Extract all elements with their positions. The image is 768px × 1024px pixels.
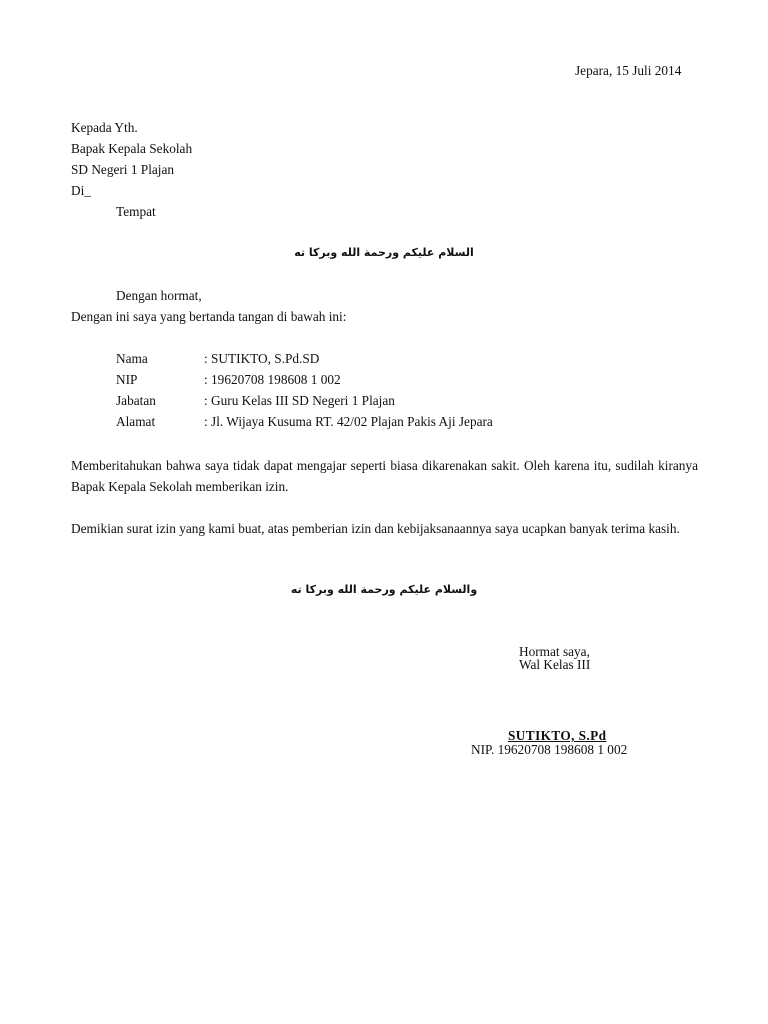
arabic-closing-greeting: والسلام عليكم ورحمة الله وبركا ته — [290, 583, 478, 596]
signatory-nip: NIP. 19620708 198608 1 002 — [471, 742, 628, 757]
body-paragraph-2: Demikian surat izin yang kami buat, atas pemberian izin dan kebijaksanaannya saya ucapkan banyak terima kasih. — [71, 521, 680, 536]
signatory-name: SUTIKTO, S.Pd — [508, 728, 607, 743]
recipient-line-2: Bapak Kepala Sekolah — [71, 141, 193, 156]
identity-label-nip: NIP — [116, 372, 138, 387]
arabic-opening-greeting: السلام عليكم ورحمة الله وبركا ته — [294, 246, 474, 259]
identity-value-position: : Guru Kelas III SD Negeri 1 Plajan — [204, 393, 395, 408]
recipient-line-4: Di_ — [71, 183, 91, 198]
salutation: Dengan hormat, — [116, 288, 202, 303]
identity-label-position: Jabatan — [116, 393, 156, 408]
identity-value-name: : SUTIKTO, S.Pd.SD — [204, 351, 320, 366]
recipient-line-1: Kepada Yth. — [71, 120, 138, 135]
body-paragraph-1: Memberitahukan bahwa saya tidak dapat mengajar seperti biasa dikarenakan sakit. Oleh karena itu, sudilah kiranya Bapak Kepala Sekolah memberikan izin. — [71, 458, 698, 494]
recipient-line-3: SD Negeri 1 Plajan — [71, 162, 175, 177]
intro-sentence: Dengan ini saya yang bertanda tangan di bawah ini: — [71, 309, 347, 324]
identity-label-name: Nama — [116, 351, 148, 366]
identity-label-address: Alamat — [116, 414, 156, 429]
identity-value-nip: : 19620708 198608 1 002 — [204, 372, 341, 387]
closing-line-2: Wal Kelas III — [519, 657, 591, 672]
recipient-line-5: Tempat — [116, 204, 156, 219]
letter-date: Jepara, 15 Juli 2014 — [575, 63, 682, 78]
closing-line-1: Hormat saya, — [519, 644, 590, 659]
identity-value-address: : Jl. Wijaya Kusuma RT. 42/02 Plajan Pakis Aji Jepara — [204, 414, 493, 429]
